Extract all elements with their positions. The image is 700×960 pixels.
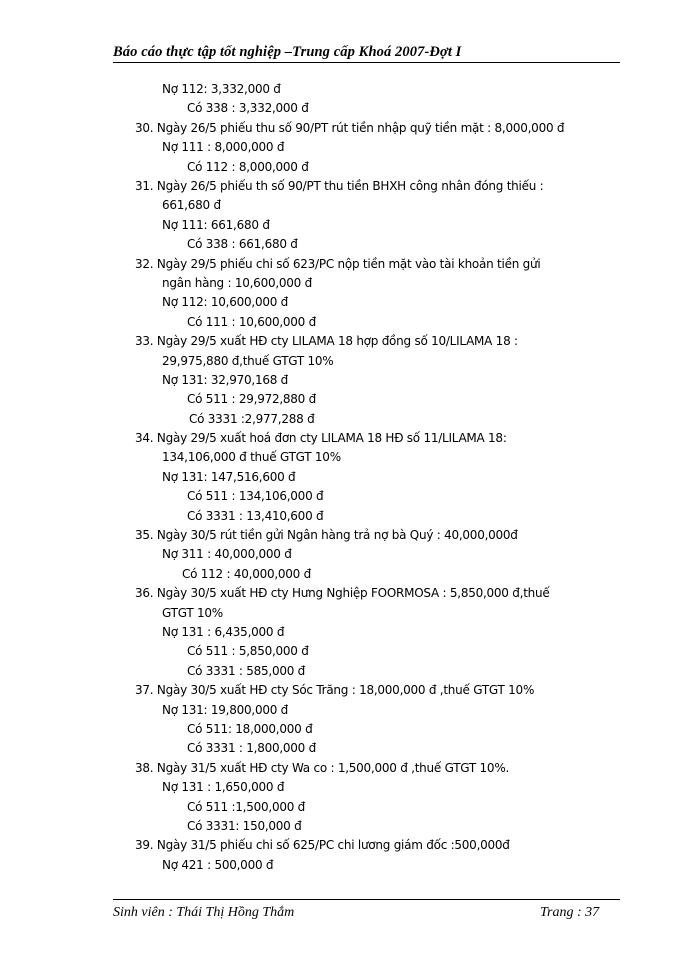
- entry-line: Nợ 131: 32,970,168 đ: [162, 373, 289, 387]
- entry-line: Có 3331 : 1,800,000 đ: [187, 741, 316, 755]
- entry-line: 34. Ngày 29/5 xuất hoá đơn cty LILAMA 18 HĐ số 11/LILAMA 18:: [135, 431, 507, 445]
- entry-line: Có 3331 : 585,000 đ: [187, 664, 306, 678]
- entry-line: GTGT 10%: [162, 606, 223, 620]
- header-divider: [113, 62, 620, 63]
- entry-line: Có 338 : 3,332,000 đ: [187, 101, 309, 115]
- entry-line: Nợ 131: 19,800,000 đ: [162, 703, 289, 717]
- entry-line: 35. Ngày 30/5 rút tiền gửi Ngân hàng trả nợ bà Quý : 40,000,000đ: [135, 528, 518, 542]
- entry-line: 37. Ngày 30/5 xuất HĐ cty Sóc Trăng : 18,000,000 đ ,thuế GTGT 10%: [135, 683, 535, 697]
- entry-line: 39. Ngày 31/5 phiếu chi số 625/PC chi lương giám đốc :500,000đ: [135, 838, 510, 852]
- entry-line: 30. Ngày 26/5 phiếu thu số 90/PT rút tiền nhập quỹ tiền mặt : 8,000,000 đ: [135, 121, 565, 135]
- entry-line: Có 111 : 10,600,000 đ: [187, 315, 316, 329]
- entry-line: ngân hàng : 10,600,000 đ: [162, 276, 312, 290]
- entry-line: Nợ 111 : 8,000,000 đ: [162, 140, 285, 154]
- page-header-title: Báo cáo thực tập tốt nghiệp –Trung cấp Khoá 2007-Đợt I: [113, 44, 462, 60]
- entry-line: Nợ 421 : 500,000 đ: [162, 858, 274, 872]
- entry-line: Nợ 131 : 6,435,000 đ: [162, 625, 285, 639]
- entry-line: Có 112 : 8,000,000 đ: [187, 160, 309, 174]
- entry-line: Nợ 111: 661,680 đ: [162, 218, 270, 232]
- entry-line: Có 3331 : 13,410,600 đ: [187, 509, 324, 523]
- entry-line: Nợ 112: 10,600,000 đ: [162, 295, 289, 309]
- entry-line: Có 511 : 29,972,880 đ: [187, 392, 316, 406]
- entry-line: 29,975,880 đ,thuế GTGT 10%: [162, 354, 334, 368]
- entry-line: 38. Ngày 31/5 xuất HĐ cty Wa co : 1,500,000 đ ,thuế GTGT 10%.: [135, 761, 510, 775]
- entry-line: Có 511 :1,500,000 đ: [187, 800, 306, 814]
- entry-line: 661,680 đ: [162, 198, 221, 212]
- footer-divider: [113, 899, 620, 900]
- footer-student-name: Sinh viên : Thái Thị Hồng Thắm: [113, 905, 295, 920]
- entry-line: 33. Ngày 29/5 xuất HĐ cty LILAMA 18 hợp đồng số 10/LILAMA 18 :: [135, 334, 518, 348]
- entry-line: Nợ 311 : 40,000,000 đ: [162, 547, 292, 561]
- entry-line: Có 511 : 134,106,000 đ: [187, 489, 324, 503]
- entry-line: Có 511: 18,000,000 đ: [187, 722, 313, 736]
- entry-line: 36. Ngày 30/5 xuất HĐ cty Hưng Nghiệp FOORMOSA : 5,850,000 đ,thuế: [135, 586, 550, 600]
- entry-line: Có 511 : 5,850,000 đ: [187, 644, 309, 658]
- entry-line: Nợ 131: 147,516,600 đ: [162, 470, 296, 484]
- entry-line: Nợ 112: 3,332,000 đ: [162, 82, 281, 96]
- entry-line: Có 3331 :2,977,288 đ: [189, 412, 315, 426]
- footer-page-number: Trang : 37: [540, 905, 600, 920]
- entry-line: Nợ 131 : 1,650,000 đ: [162, 780, 285, 794]
- entry-line: 32. Ngày 29/5 phiếu chi số 623/PC nộp tiền mặt vào tài khoản tiền gửi: [135, 257, 541, 271]
- entry-line: Có 3331: 150,000 đ: [187, 819, 302, 833]
- entry-line: 31. Ngày 26/5 phiếu th số 90/PT thu tiền BHXH công nhân đóng thiếu :: [135, 179, 544, 193]
- entry-line: 134,106,000 đ thuế GTGT 10%: [162, 450, 341, 464]
- entry-line: Có 338 : 661,680 đ: [187, 237, 298, 251]
- entry-line: Có 112 : 40,000,000 đ: [182, 567, 311, 581]
